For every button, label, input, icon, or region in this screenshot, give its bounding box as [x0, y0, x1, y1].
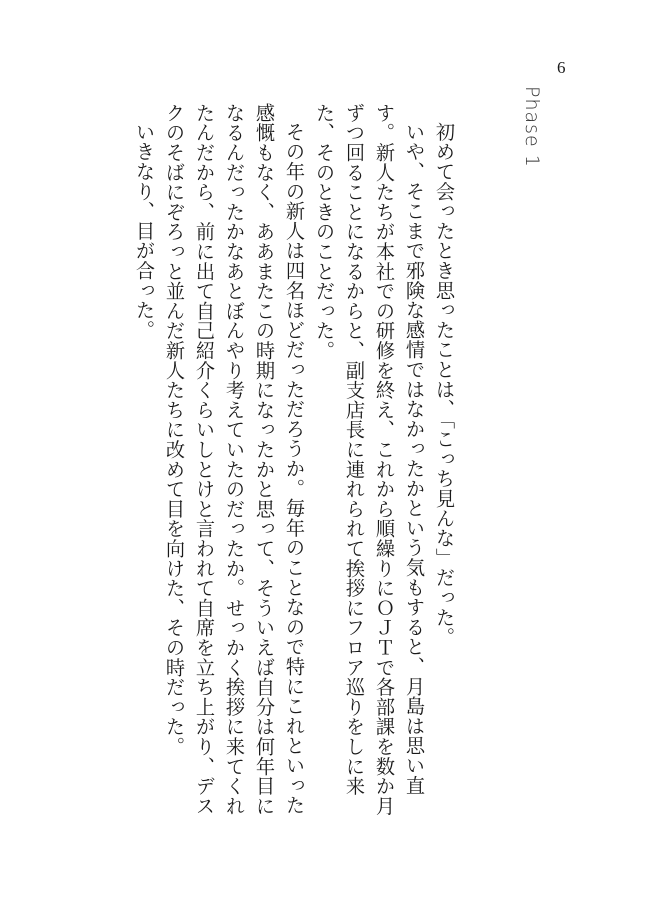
body-text [129, 103, 459, 823]
paragraph: いや、そこまで邪険な感情ではなかったかという気もすると、月島は思い直す。新人たちが本社での研修を終え、これから順繰りにＯＪＴで各部課を数か月ずつ回ることになるからと、副支店長に連れられて挨拶にフロア巡りをしに来た、そのときのことだった。 [313, 103, 426, 816]
paragraph: その年の新人は四名ほどだっただろうか。毎年のことなので特にこれといった感慨もなく、ああまたこの時期になったかと思って、そういえば自分は何年目になるんだったかなあとぼんやり考えていたのだったか。せっかく挨拶に来てくれたんだから、前に出て自己紹介くらいしとけと言われて自席を立ち上がり、デスクのそばにぞろっと並んだ新人たちに改めて目を向けた、その時だった。 [163, 103, 306, 816]
paragraph: 初めて会ったとき思ったことは、「こっち見んな」だった。 [433, 122, 456, 648]
running-head: Phase 1 [521, 86, 543, 168]
page-number: 6 [557, 58, 566, 77]
paragraph: いきなり、目が合った。 [133, 122, 156, 340]
